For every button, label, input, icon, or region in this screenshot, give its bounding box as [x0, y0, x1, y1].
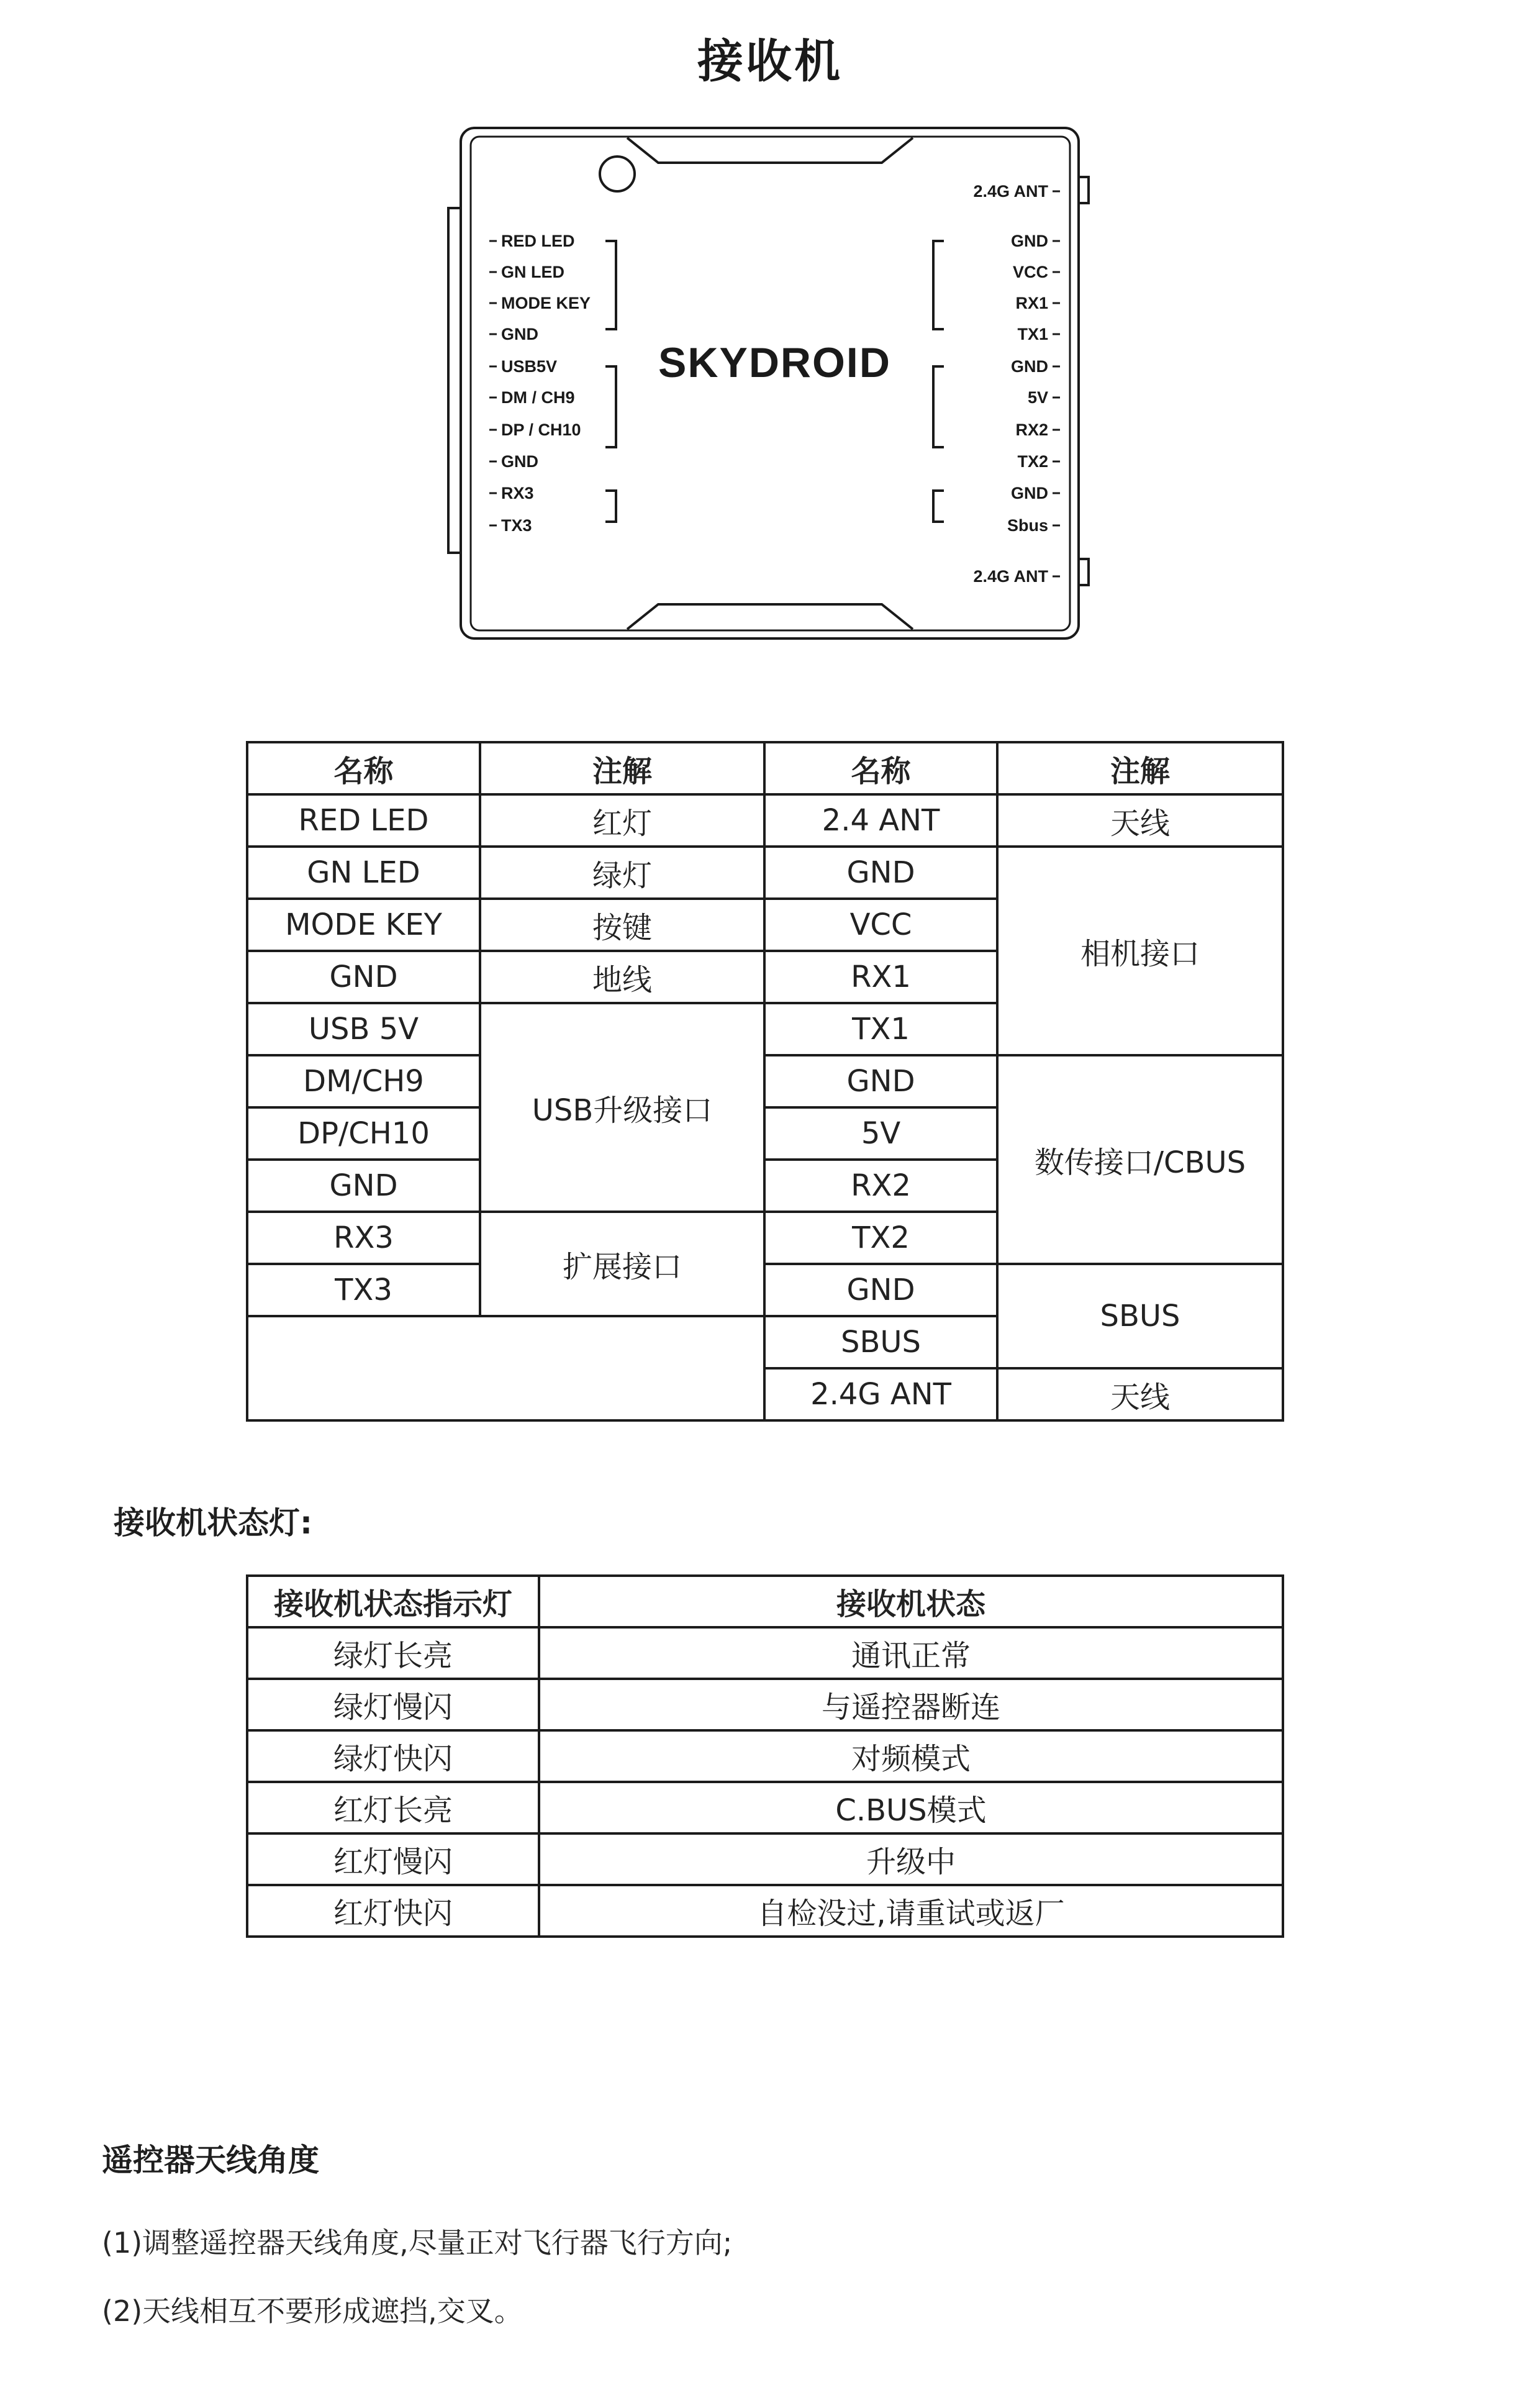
port-name-cell: TX1	[764, 1003, 997, 1055]
status-light-cell: 绿灯慢闪	[247, 1679, 539, 1730]
table-row	[247, 1782, 1283, 1833]
status-light-cell: 红灯慢闪	[247, 1833, 539, 1885]
pin-label-right: TX1	[1017, 325, 1048, 343]
port-name-cell: GND	[764, 1055, 997, 1107]
table-row	[247, 1055, 1283, 1107]
pin-label-right: RX1	[1015, 294, 1048, 312]
header-cell: 名称	[247, 742, 480, 794]
port-name-cell: GND	[764, 847, 997, 899]
pin-label-left: GND	[501, 325, 538, 343]
pin-label-left: USB5V	[501, 357, 558, 376]
port-name-cell: 5V	[764, 1107, 997, 1160]
antenna-tip-2: (2)天线相互不要形成遮挡,交叉。	[102, 2294, 523, 2328]
table-row	[247, 1833, 1283, 1885]
port-note-cell: 扩展接口	[480, 1212, 764, 1316]
port-note-cell: 地线	[480, 951, 764, 1003]
pin-label-left: TX3	[501, 516, 532, 535]
header-cell: 接收机状态	[539, 1576, 1283, 1627]
pin-label-right: TX2	[1017, 452, 1048, 471]
status-light-cell: 绿灯快闪	[247, 1730, 539, 1782]
pin-label-right: 5V	[1027, 388, 1048, 407]
table-row	[247, 1627, 1283, 1679]
antenna-tip-1: (1)调整遥控器天线角度,尽量正对飞行器飞行方向;	[102, 2226, 733, 2260]
ports-table	[246, 741, 1284, 1422]
table-header-row	[247, 1576, 1283, 1627]
port-name-cell: 2.4G ANT	[764, 1368, 997, 1420]
pin-label-left: DP / CH10	[501, 420, 581, 439]
port-name-cell: GN LED	[247, 847, 480, 899]
status-state-cell: 通讯正常	[539, 1627, 1283, 1679]
port-name-cell: VCC	[764, 899, 997, 951]
header-cell: 注解	[997, 742, 1283, 794]
header-cell: 注解	[480, 742, 764, 794]
status-light-cell: 红灯长亮	[247, 1782, 539, 1833]
pin-label-right: 2.4G ANT	[973, 567, 1048, 586]
port-name-cell: RED LED	[247, 794, 480, 847]
port-note-cell: 按键	[480, 899, 764, 951]
port-name-cell: GND	[247, 951, 480, 1003]
status-table	[246, 1574, 1284, 1938]
port-name-cell: RX3	[247, 1212, 480, 1264]
port-name-cell: RX1	[764, 951, 997, 1003]
port-name-cell: DP/CH10	[247, 1107, 480, 1160]
port-note-cell: 天线	[997, 1368, 1283, 1420]
status-state-cell: C.BUS模式	[539, 1782, 1283, 1833]
port-note-cell: 绿灯	[480, 847, 764, 899]
pin-label-right: Sbus	[1007, 516, 1048, 535]
antenna-section-heading: 遥控器天线角度	[102, 2142, 319, 2178]
status-state-cell: 与遥控器断连	[539, 1679, 1283, 1730]
port-name-cell: 2.4 ANT	[764, 794, 997, 847]
port-note-cell: 相机接口	[997, 847, 1283, 1055]
status-state-cell: 自检没过,请重试或返厂	[539, 1885, 1283, 1937]
pin-label-left: MODE KEY	[501, 294, 591, 312]
port-name-cell: GND	[764, 1264, 997, 1316]
page-title: 接收机	[697, 35, 843, 88]
port-note-cell: 天线	[997, 794, 1283, 847]
port-name-cell: TX3	[247, 1264, 480, 1316]
port-name-cell: SBUS	[764, 1316, 997, 1368]
status-section-heading: 接收机状态灯:	[114, 1505, 312, 1541]
table-row	[247, 1679, 1283, 1730]
port-name-cell: RX2	[764, 1160, 997, 1212]
status-state-cell: 升级中	[539, 1833, 1283, 1885]
port-name-cell: MODE KEY	[247, 899, 480, 951]
status-light-cell: 红灯快闪	[247, 1885, 539, 1937]
table-row	[247, 1885, 1283, 1937]
status-light-cell: 绿灯长亮	[247, 1627, 539, 1679]
pin-label-right: GND	[1011, 484, 1048, 502]
pin-label-right: GND	[1011, 232, 1048, 250]
receiver-diagram	[447, 124, 1093, 646]
empty-cell	[247, 1316, 764, 1420]
status-state-cell: 对频模式	[539, 1730, 1283, 1782]
brand-logo: SKYDROID	[658, 339, 891, 386]
table-row	[247, 847, 1283, 899]
port-name-cell: USB 5V	[247, 1003, 480, 1055]
table-row	[247, 1730, 1283, 1782]
pin-label-left: DM / CH9	[501, 388, 575, 407]
table-header-row	[247, 742, 1283, 794]
pin-label-right: VCC	[1012, 263, 1048, 281]
port-note-cell: SBUS	[997, 1264, 1283, 1368]
port-name-cell: TX2	[764, 1212, 997, 1264]
pin-label-left: GND	[501, 452, 538, 471]
port-note-cell: 数传接口/CBUS	[997, 1055, 1283, 1264]
pin-label-right: GND	[1011, 357, 1048, 376]
pin-label-left: RX3	[501, 484, 534, 502]
port-name-cell: DM/CH9	[247, 1055, 480, 1107]
table-row	[247, 794, 1283, 847]
port-note-cell: 红灯	[480, 794, 764, 847]
pin-label-right: RX2	[1015, 420, 1048, 439]
pin-label-left: GN LED	[501, 263, 565, 281]
port-name-cell: GND	[247, 1160, 480, 1212]
table-row	[247, 1264, 1283, 1316]
pin-label-right: 2.4G ANT	[973, 182, 1048, 201]
header-cell: 名称	[764, 742, 997, 794]
header-cell: 接收机状态指示灯	[247, 1576, 539, 1627]
pin-label-left: RED LED	[501, 232, 575, 250]
port-note-cell: USB升级接口	[480, 1003, 764, 1212]
